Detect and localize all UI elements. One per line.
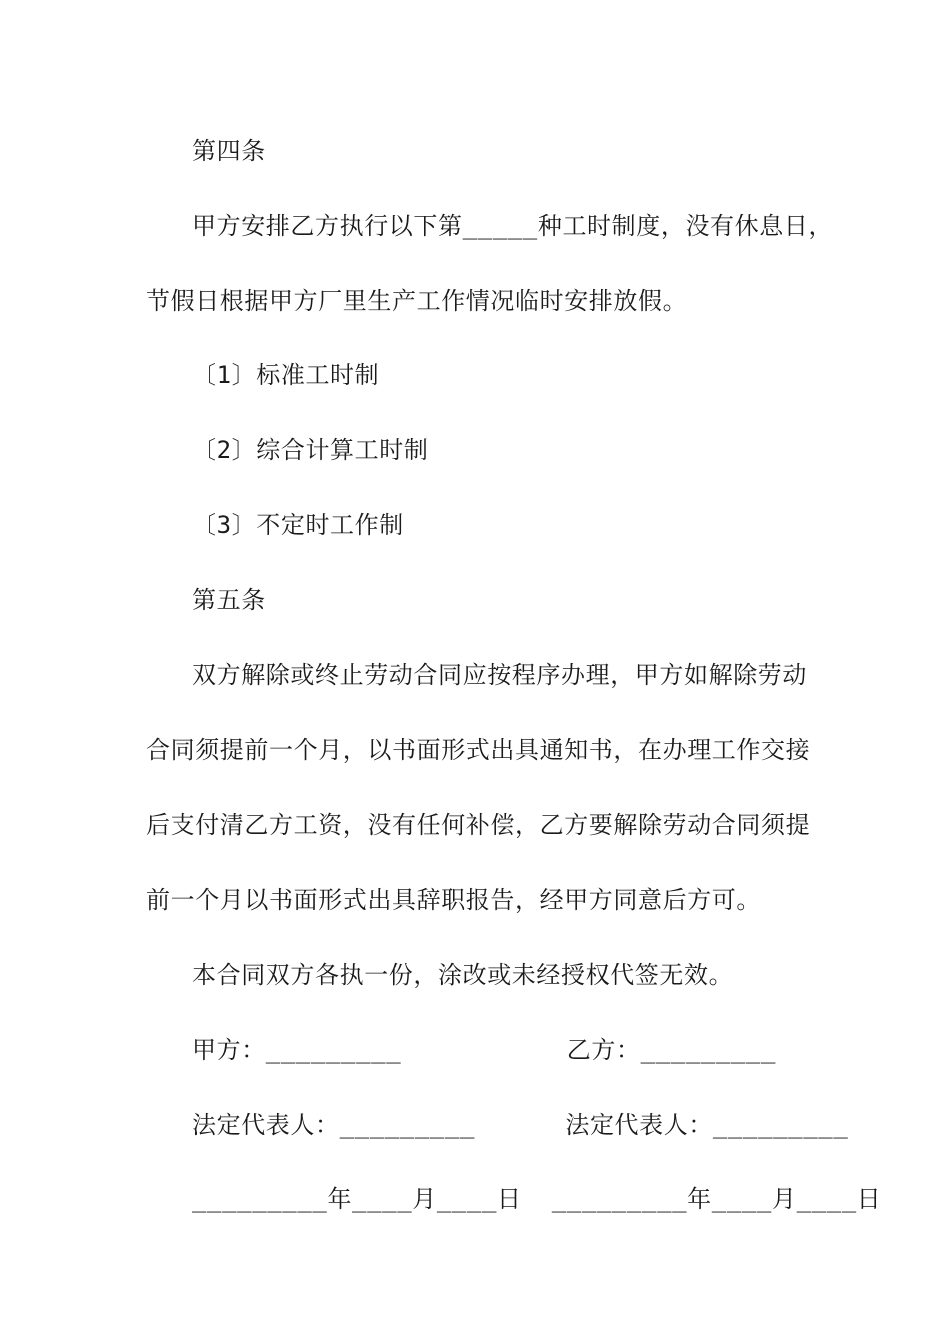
- article4-heading: 第四条: [192, 137, 266, 165]
- legal-representative-line: 法定代表人：_________ 法定代表人：_________: [192, 1111, 849, 1139]
- article5-heading: 第五条: [192, 586, 266, 614]
- copies-clause: 本合同双方各执一份，涂改或未经授权代签无效。: [192, 961, 734, 989]
- article5-line2: 合同须提前一个月，以书面形式出具通知书，在办理工作交接: [146, 736, 811, 764]
- work-hours-option-1: 〔1〕标准工时制: [192, 361, 380, 389]
- party-signature-line: 甲方：_________ 乙方：_________: [192, 1036, 777, 1064]
- article4-paragraph-line1: 甲方安排乙方执行以下第_____种工时制度，没有休息日，: [192, 212, 834, 240]
- article5-line4: 前一个月以书面形式出具辞职报告，经甲方同意后方可。: [146, 886, 761, 914]
- work-hours-option-2: 〔2〕综合计算工时制: [192, 436, 429, 464]
- article4-paragraph-line2: 节假日根据甲方厂里生产工作情况临时安排放假。: [146, 287, 688, 315]
- work-hours-option-3: 〔3〕不定时工作制: [192, 511, 404, 539]
- date-line: _________年____月____日 _________年____月____日: [192, 1185, 882, 1213]
- article5-line3: 后支付清乙方工资，没有任何补偿，乙方要解除劳动合同须提: [146, 811, 811, 839]
- article5-line1: 双方解除或终止劳动合同应按程序办理，甲方如解除劳动: [192, 661, 807, 689]
